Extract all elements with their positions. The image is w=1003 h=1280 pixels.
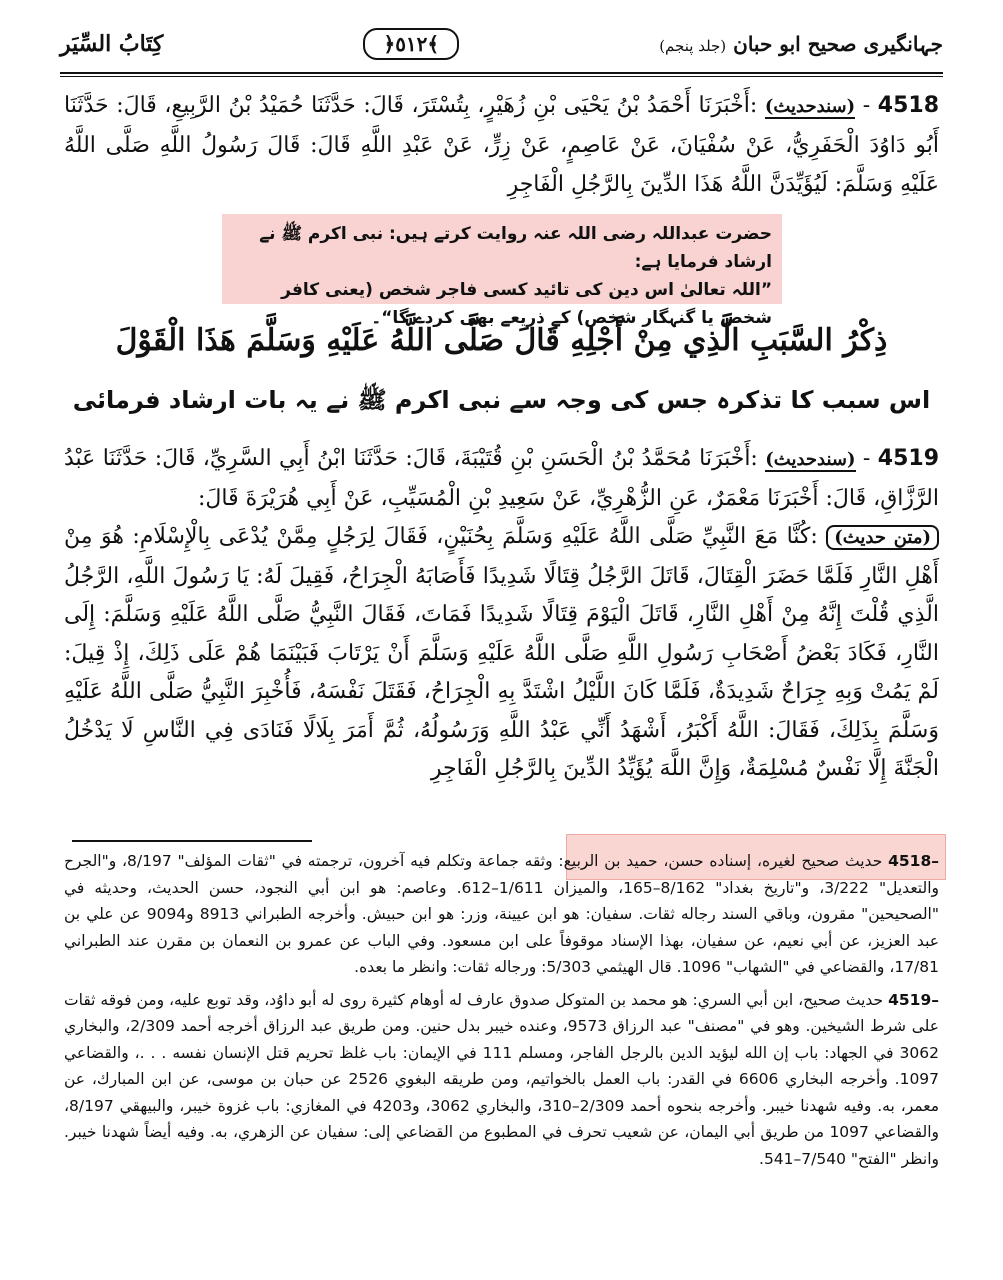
hadith-text: :أَخْبَرَنَا أَحْمَدُ بْنُ يَحْيَى بْنِ زُهَيْرٍ، بِتُسْتَرَ، قَالَ: حَدَّثَنَا حُمَيْدُ بْنُ الرَّبِيعِ، قَالَ: حَدَّثَنَا أَبُو دَاوُدَ الْحَفَرِيُّ، عَنْ سُفْيَانَ، عَنْ عَاصِمٍ، عَنْ زِرٍّ، عَنْ عَبْدِ اللَّهِ قَالَ: قَالَ رَسُولُ اللَّهِ صَلَّى اللَّهُ عَلَيْهِ وَسَلَّمَ: لَيُؤَيِّدَنَّ اللَّهُ هَذَا الدِّينَ بِالرَّجُلِ الْفَاجِرِ [64,93,939,197]
page-header [60,20,943,68]
translation-line-1: حضرت عبداللہ رضی اللہ عنہ روایت کرتے ہیں: نبی اکرم ﷺ نے ارشاد فرمایا ہے: [259,224,772,272]
footnote-4519 [64,987,939,1173]
hadith-sanad: :أَخْبَرَنَا مُحَمَّدُ بْنُ الْحَسَنِ بْنِ قُتَيْبَةَ، قَالَ: حَدَّثَنَا ابْنُ أَبِي السَّرِيِّ، قَالَ: حَدَّثَنَا عَبْدُ الرَّزَّاقِ، قَالَ: أَخْبَرَنَا مَعْمَرٌ، عَنِ الزُّهْرِيِّ، عَنْ سَعِيدِ بْنِ الْمُسَيِّبِ، عَنْ أَبِي هُرَيْرَةَ قَالَ: [64,446,939,511]
section-heading-urdu: اس سبب کا تذکرہ جس کی وجہ سے نبی اکرم ﷺ نے یہ بات ارشاد فرمائی [72,386,931,414]
footnote-number: 4519– [888,990,939,1009]
footnote-4518 [64,848,939,981]
urdu-translation-highlight [222,214,782,328]
book-title [659,32,943,56]
footnote-number: 4518– [888,852,939,870]
section-heading-arabic: ذِكْرُ السَّبَبِ الَّذِي مِنْ أَجْلِهِ قَالَ صَلَّى اللَّهُ عَلَيْهِ وَسَلَّمَ هَذَا الْقَوْلَ [115,323,888,358]
hadith-number: 4519 [877,446,939,471]
matn-tag: (متن حدیث) [826,525,939,550]
hadith-matn: :كُنَّا مَعَ النَّبِيِّ صَلَّى اللَّهُ عَلَيْهِ وَسَلَّمَ بِحُنَيْنٍ، فَقَالَ لِرَجُلٍ مِمَّنْ يُدْعَى بِالْإِسْلَامِ: هُوَ مِنْ أَهْلِ النَّارِ فَلَمَّا حَضَرَ الْقِتَالَ، قَاتَلَ الرَّجُلُ قِتَالًا شَدِيدًا فَأَصَابَهُ الْجِرَاحُ، فَقِيلَ لَهُ: يَا رَسُولَ اللَّهِ، الرَّجُلُ الَّذِي قُلْتَ إِنَّهُ مِنْ أَهْلِ النَّارِ، قَاتَلَ الْيَوْمَ قِتَالًا شَدِيدًا فَمَاتَ، فَقَالَ النَّبِيُّ صَلَّى اللَّهُ عَلَيْهِ وَسَلَّمَ: إِلَى النَّارِ، فَكَادَ بَعْضُ أَصْحَابِ رَسُولِ اللَّهِ صَلَّى اللَّهُ عَلَيْهِ وَسَلَّمَ أَنْ يَرْتَابَ فَبَيْنَمَا هُمْ عَلَى ذَلِكَ، إِذْ قِيلَ: لَمْ يَمُتْ وَبِهِ جِرَاحٌ شَدِيدَةٌ، فَلَمَّا كَانَ اللَّيْلُ اشْتَدَّ بِهِ الْجِرَاحُ، فَقَتَلَ نَفْسَهُ، فَأُخْبِرَ النَّبِيُّ صَلَّى اللَّهُ عَلَيْهِ وَسَلَّمَ بِذَلِكَ، فَقَالَ: اللَّهُ أَكْبَرُ، أَشْهَدُ أَنِّي عَبْدُ اللَّهِ وَرَسُولُهُ، ثُمَّ أَمَرَ بِلَالًا فَنَادَى فِي النَّاسِ لَا يَدْخُلُ الْجَنَّةَ إِلَّا نَفْسٌ مُسْلِمَةٌ، وَإِنَّ اللَّهَ يُؤَيِّدُ الدِّينَ بِالرَّجُلِ الْفَاجِرِ [64,524,939,781]
page-number: ﴿٥١٢﴾ [363,28,459,60]
footnotes [64,848,939,1178]
hadith-4519: 4519 - (سندحدیث) :أَخْبَرَنَا مُحَمَّدُ بْنُ الْحَسَنِ بْنِ قُتَيْبَةَ، قَالَ: حَدَّثَنَا ابْنُ أَبِي السَّرِيِّ، قَالَ: حَدَّثَنَا عَبْدُ الرَّزَّاقِ، قَالَ: أَخْبَرَنَا مَعْمَرٌ، عَنِ الزُّهْرِيِّ، عَنْ سَعِيدِ بْنِ الْمُسَيِّبِ، عَنْ أَبِي هُرَيْرَةَ قَالَ: (متن حدیث) :كُنَّا مَعَ النَّبِيِّ صَلَّى اللَّهُ عَلَيْهِ وَسَلَّمَ بِحُنَيْنٍ، فَقَالَ لِرَجُلٍ مِمَّنْ يُدْعَى بِالْإِسْلَامِ: هُوَ مِنْ أَهْلِ النَّارِ فَلَمَّا حَضَرَ الْقِتَالَ، قَاتَلَ الرَّجُلُ قِتَالًا شَدِيدًا فَأَصَابَهُ الْجِرَاحُ، فَقِيلَ لَهُ: يَا رَسُولَ اللَّهِ، الرَّجُلُ الَّذِي قُلْتَ إِنَّهُ مِنْ أَهْلِ النَّارِ، قَاتَلَ الْيَوْمَ قِتَالًا شَدِيدًا فَمَاتَ، فَقَالَ النَّبِيُّ صَلَّى اللَّهُ عَلَيْهِ وَسَلَّمَ: إِلَى النَّارِ، فَكَادَ بَعْضُ أَصْحَابِ رَسُولِ اللَّهِ صَلَّى اللَّهُ عَلَيْهِ وَسَلَّمَ أَنْ يَرْتَابَ فَبَيْنَمَا هُمْ عَلَى ذَلِكَ، إِذْ قِيلَ: لَمْ يَمُتْ وَبِهِ جِرَاحٌ شَدِيدَةٌ، فَلَمَّا كَانَ اللَّيْلُ اشْتَدَّ بِهِ الْجِرَاحُ، فَقَتَلَ نَفْسَهُ، فَأُخْبِرَ النَّبِيُّ صَلَّى اللَّهُ عَلَيْهِ وَسَلَّمَ بِذَلِكَ، فَقَالَ: اللَّهُ أَكْبَرُ، أَشْهَدُ أَنِّي عَبْدُ اللَّهِ وَرَسُولُهُ، ثُمَّ أَمَرَ بِلَالًا فَنَادَى فِي النَّاسِ لَا يَدْخُلُ الْجَنَّةَ إِلَّا نَفْسٌ مُسْلِمَةٌ، وَإِنَّ اللَّهَ يُؤَيِّدُ الدِّينَ بِالرَّجُلِ الْفَاجِرِ [64,446,939,781]
volume-label: (جلد پنجم) [659,37,727,55]
header-rule-thin [60,76,943,77]
book-title-text: جہانگیری صحیح ابو حبان [733,32,943,56]
hadith-4518: 4518 - (سندحدیث) :أَخْبَرَنَا أَحْمَدُ بْنُ يَحْيَى بْنِ زُهَيْرٍ، بِتُسْتَرَ، قَالَ: حَدَّثَنَا حُمَيْدُ بْنُ الرَّبِيعِ، قَالَ: حَدَّثَنَا أَبُو دَاوُدَ الْحَفَرِيُّ، عَنْ سُفْيَانَ، عَنْ عَاصِمٍ، عَنْ زِرٍّ، عَنْ عَبْدِ اللَّهِ قَالَ: قَالَ رَسُولُ اللَّهِ صَلَّى اللَّهُ عَلَيْهِ وَسَلَّمَ: لَيُؤَيِّدَنَّ اللَّهُ هَذَا الدِّينَ بِالرَّجُلِ الْفَاجِرِ [64,93,939,197]
header-rule [60,72,943,74]
footnote-rule [72,840,312,842]
chapter-title: كِتَابُ السِّيَر [60,31,164,57]
sanad-tag: (سندحدیث) [765,449,856,470]
translation-line-2: ”اللہ تعالیٰ اس دین کی تائید کسی فاجر شخص (یعنی کافر شخص یا گنہگار شخص) کے ذریعے بھی کردے گا“۔ [281,280,772,328]
hadith-number: 4518 [877,93,939,118]
footnote-text: حديث صحيح، ابن أبي السري: هو محمد بن المتوكل صدوق عارف له أوهام كثيرة روى له أبو داوُد، وقد توبع عليه، ومن فوقه ثقات على شرط الشيخين. وهو في "مصنف" عبد الرزاق 9573، وعنده خيبر بدل حنين. ومن طريق عبد الرزاق أخرجه أحمد 2/309، والبخاري 3062 في الجهاد: باب إن الله ليؤيد الدين بالرجل الفاجر، ومسلم 111 في الإيمان: باب غلظ تحريم قتل الإنسان نفسه . . .، والقضاعي 1097. وأخرجه البخاري 6606 في القدر: باب العمل بالخواتيم، ومن طريقه البغوي 2526 عن حبان بن موسى، عن ابن المبارك، عن معمر، به. وفيه شهدنا خيبر. وأخرجه بنحوه أحمد 2/309–310، والبخاري 3062، و4203 في المغازي: باب غزوة خيبر، والبيهقي 8/197، والقضاعي 1097 من طريق أبي اليمان، عن شعيب تحرف في المطبوع من القضاعي إلى: سفيان عن الزهري، به. وفيه أيضاً شهدنا خيبر. وانظر "الفتح" 7/540–541. [64,990,940,1168]
footnote-text: حديث صحيح لغيره، إسناده حسن، حميد بن الربيع: وثقه جماعة وتكلم فيه آخرون، ترجمته في "ثقات المؤلف" 8/197، و"الجرح والتعديل" 3/222، و"تاريخ بغداد" 8/162–165، والميزان 1/611–612. وعاصم: هو ابن أبي النجود، حسن الحديث، وحديثه في "الصحيحين" مقرون، وباقي السند رجاله ثقات. سفيان: هو ابن عيينة، وزر: هو ابن حبيش. وأخرجه الطبراني 8913 و9094 عن علي بن عبد العزيز، عن أبي نعيم، عن سفيان، بهذا الإسناد موقوفاً على ابن مسعود. وفي الباب عن عمرو بن النعمان بن مقرن عند الطبراني 17/81، والقضاعي في "الشهاب" 1096. قال الهيثمي 5/303: ورجاله ثقات: وانظر ما بعده. [64,852,939,976]
sanad-tag: (سندحدیث) [764,96,856,117]
